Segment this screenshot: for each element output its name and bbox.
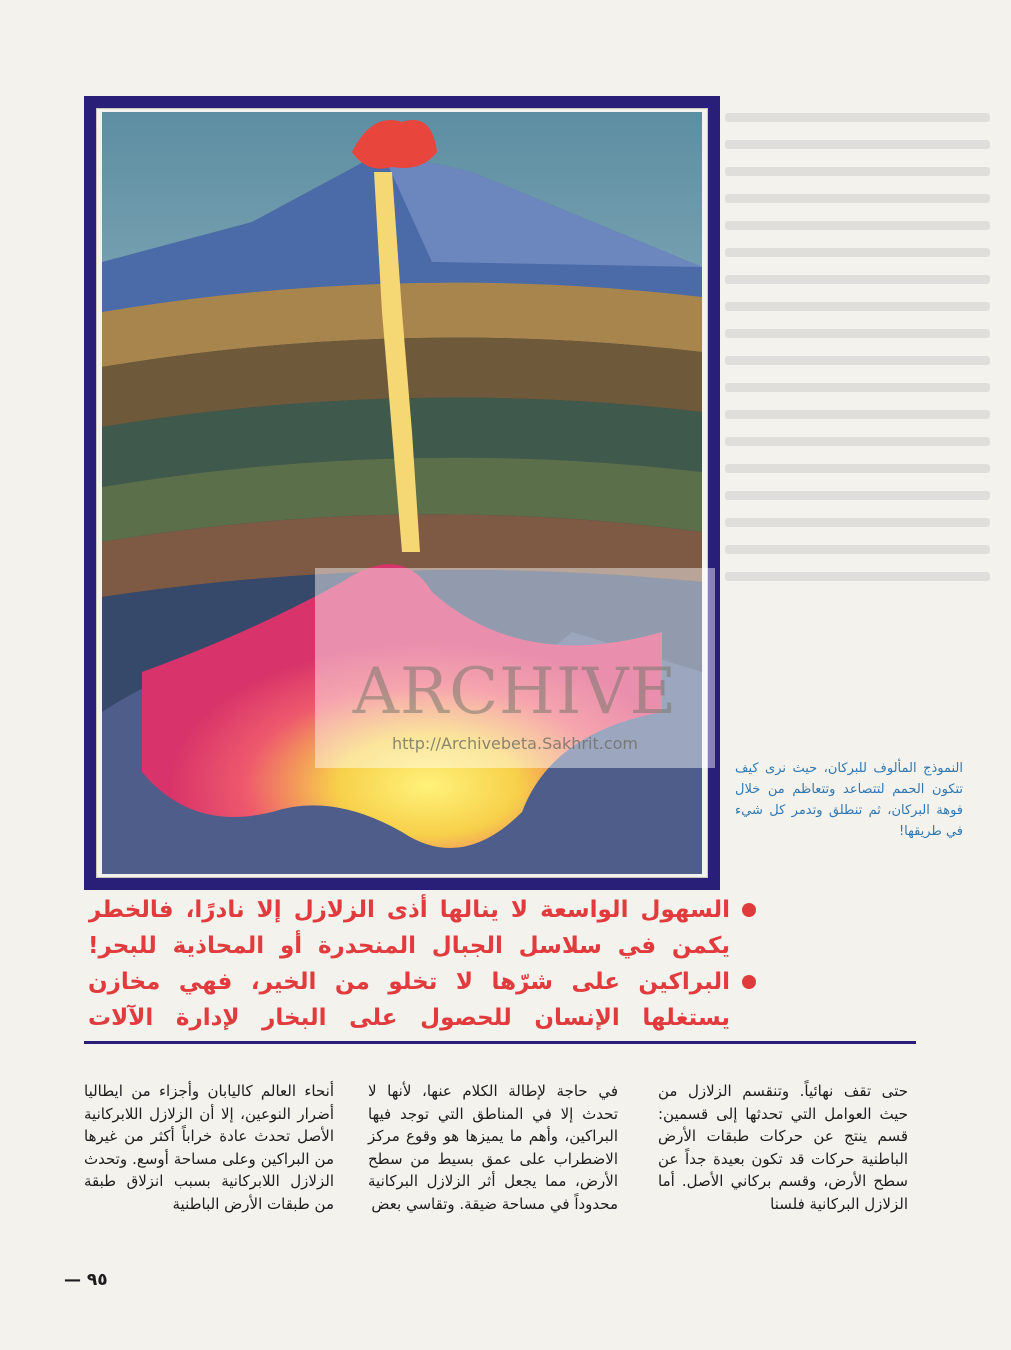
page-number: — ٩٥: [64, 1270, 108, 1290]
column-text: في حاجة لإطالة الكلام عنها، لأنها لا تحدث إلا في المناطق التي توجد فيها البراكين، وأهم ما يميزها هو وقوع مركز الاضطراب على عمق بسيط من سطح الأرض، مما يجعل أثر الزلازل البركانية محدوداً في مساحة ضيقة. وتقاسي بعض: [368, 1082, 618, 1213]
section-divider: [84, 1041, 916, 1044]
column-text: أنحاء العالم كاليابان وأجزاء من ايطاليا أضرار النوعين، إلا أن الزلازل اللابركانية الأصل تحدث عادة خراباً أكثر من غيرها من البراكين وعلى مساحة أوسع. وتحدث الزلازل اللابركانية بسبب انزلاق طبقة من طبقات الأرض الباطنية: [84, 1082, 334, 1213]
illustration-caption: النموذج المألوف للبركان، حيث نرى كيف تتكون الحمم لتتصاعد وتتعاظم من خلال فوهة البركان، ثم تنطلق وتدمر كل شيء في طريقها!: [735, 761, 963, 839]
bullet-icon: [742, 903, 756, 917]
bullet-icon: [742, 975, 756, 989]
headline-block: [88, 893, 758, 1037]
text-column-left: [84, 1080, 334, 1215]
headline-row-2: [88, 929, 758, 965]
headline-row-4: [88, 1001, 758, 1037]
headline-row-1: [88, 893, 758, 929]
headline-row-3: [88, 965, 758, 1001]
text-column-middle: [368, 1080, 618, 1215]
headline-line-2: يكمن في سلاسل الجبال المنحدرة أو المحاذية للبحر!: [88, 933, 730, 959]
headline-line-4: يستغلها الإنسان للحصول على البخار لإدارة الآلات: [88, 1005, 730, 1031]
watermark-url: http://Archivebeta.Sakhrit.com: [392, 734, 638, 753]
headline-line-1: السهول الواسعة لا ينالها أذى الزلازل إلا نادرًا، فالخطر: [88, 897, 730, 923]
faded-background-text: [725, 95, 990, 615]
watermark-title: ARCHIVE: [352, 655, 678, 729]
text-column-right: [658, 1080, 908, 1215]
column-text: حتى تقف نهائياً. وتنقسم الزلازل من حيث العوامل التي تحدثها إلى قسمين: قسم ينتج عن حركات طبقات الأرض الباطنية حركات قد تكون بعيدة جداً عن سطح الأرض، وقسم بركاني الأصل. أما الزلازل البركانية فلسنا: [658, 1082, 908, 1213]
headline-line-3: البراكين على شرّها لا تخلو من الخير، فهي مخازن: [88, 969, 730, 995]
